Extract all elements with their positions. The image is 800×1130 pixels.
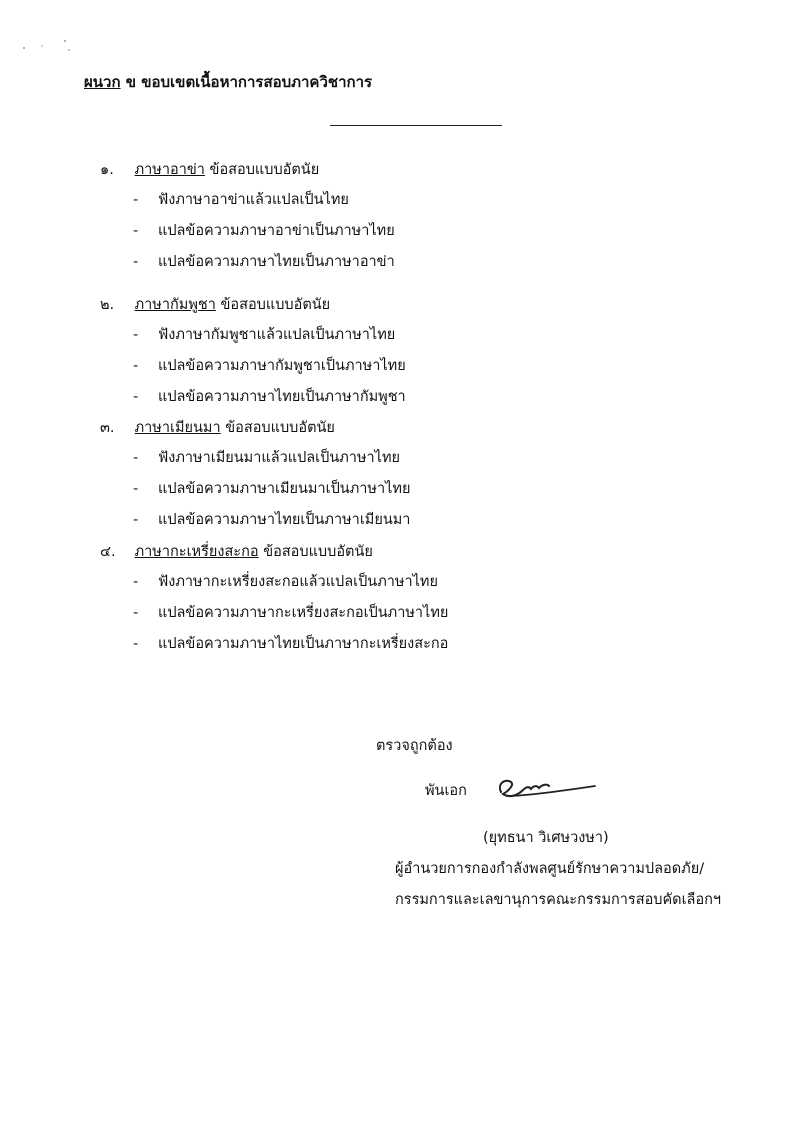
bullet-dash: - bbox=[133, 574, 139, 590]
list-item bbox=[100, 185, 700, 216]
list-item bbox=[100, 247, 700, 278]
bullet-dash: - bbox=[133, 389, 139, 405]
item-text: แปลข้อความภาษาไทยเป็นภาษาอาข่า bbox=[158, 254, 395, 270]
heading-divider bbox=[330, 125, 502, 126]
section-exam-type: ข้อสอบแบบอัตนัย bbox=[209, 162, 320, 178]
section-number: ๓. bbox=[100, 420, 115, 436]
section-karen-sgaw bbox=[100, 537, 700, 660]
bullet-dash: - bbox=[133, 512, 139, 528]
item-text: แปลข้อความภาษาไทยเป็นภาษากะเหรี่ยงสะกอ bbox=[158, 636, 449, 652]
bullet-dash: - bbox=[133, 636, 139, 652]
list-item bbox=[100, 216, 700, 247]
bullet-dash: - bbox=[133, 192, 139, 208]
section-exam-type: ข้อสอบแบบอัตนัย bbox=[263, 544, 373, 560]
list-item bbox=[100, 320, 700, 351]
list-item bbox=[100, 443, 700, 474]
bullet-dash: - bbox=[133, 605, 139, 621]
section-title bbox=[100, 290, 700, 320]
section-language: ภาษาเมียนมา bbox=[134, 420, 221, 436]
heading-title: ข ขอบเขตเนื้อหาการสอบภาควิชาการ bbox=[125, 73, 373, 91]
section-title bbox=[100, 413, 700, 443]
section-khmer bbox=[100, 290, 700, 413]
section-number: ๑. bbox=[100, 162, 114, 178]
section-language: ภาษากะเหรี่ยงสะกอ bbox=[134, 544, 259, 560]
list-item bbox=[100, 351, 700, 382]
rank-label: พันเอก bbox=[425, 783, 467, 799]
scan-specks bbox=[20, 38, 80, 58]
item-text: แปลข้อความภาษาเมียนมาเป็นภาษาไทย bbox=[158, 481, 411, 497]
heading-tag: ผนวก bbox=[84, 73, 121, 91]
item-text: แปลข้อความภาษาไทยเป็นภาษากัมพูชา bbox=[158, 389, 406, 405]
bullet-dash: - bbox=[133, 327, 139, 343]
bullet-dash: - bbox=[133, 223, 139, 239]
section-title bbox=[100, 537, 700, 567]
item-text: แปลข้อความภาษากัมพูชาเป็นภาษาไทย bbox=[158, 358, 406, 374]
list-item bbox=[100, 629, 700, 660]
handwritten-signature bbox=[495, 772, 605, 806]
bullet-dash: - bbox=[133, 254, 139, 270]
item-text: แปลข้อความภาษาไทยเป็นภาษาเมียนมา bbox=[158, 512, 411, 528]
list-item bbox=[100, 505, 700, 536]
item-text: ฟังภาษาอาข่าแล้วแปลเป็นไทย bbox=[158, 192, 349, 208]
item-text: ฟังภาษากะเหรี่ยงสะกอแล้วแปลเป็นภาษาไทย bbox=[158, 574, 438, 590]
signatory-position-line2: กรรมการและเลขานุการคณะกรรมการสอบคัดเลือกฯ bbox=[395, 892, 722, 908]
signatory-name: (ยุทธนา วิเศษวงษา) bbox=[483, 830, 609, 846]
list-item bbox=[100, 474, 700, 505]
section-language: ภาษากัมพูชา bbox=[134, 297, 216, 313]
signatory-position-line1: ผู้อำนวยการกองกำลังพลศูนย์รักษาความปลอดภัย/ bbox=[395, 861, 705, 877]
section-exam-type: ข้อสอบแบบอัตนัย bbox=[220, 297, 331, 313]
bullet-dash: - bbox=[133, 481, 139, 497]
list-item bbox=[100, 382, 700, 413]
section-number: ๔. bbox=[100, 544, 116, 560]
section-exam-type: ข้อสอบแบบอัตนัย bbox=[225, 420, 335, 436]
section-number: ๒. bbox=[100, 297, 115, 313]
list-item bbox=[100, 567, 700, 598]
item-text: แปลข้อความภาษาอาข่าเป็นภาษาไทย bbox=[158, 223, 395, 239]
bullet-dash: - bbox=[133, 358, 139, 374]
item-text: ฟังภาษาเมียนมาแล้วแปลเป็นภาษาไทย bbox=[158, 450, 400, 466]
section-title bbox=[100, 155, 700, 185]
section-language: ภาษาอาข่า bbox=[134, 162, 205, 178]
list-item bbox=[100, 598, 700, 629]
item-text: แปลข้อความภาษากะเหรี่ยงสะกอเป็นภาษาไทย bbox=[158, 605, 449, 621]
section-myanmar bbox=[100, 413, 700, 536]
document-heading bbox=[84, 70, 372, 94]
section-akha bbox=[100, 155, 700, 278]
certified-label: ตรวจถูกต้อง bbox=[376, 738, 453, 754]
bullet-dash: - bbox=[133, 450, 139, 466]
item-text: ฟังภาษากัมพูชาแล้วแปลเป็นภาษาไทย bbox=[158, 327, 396, 343]
